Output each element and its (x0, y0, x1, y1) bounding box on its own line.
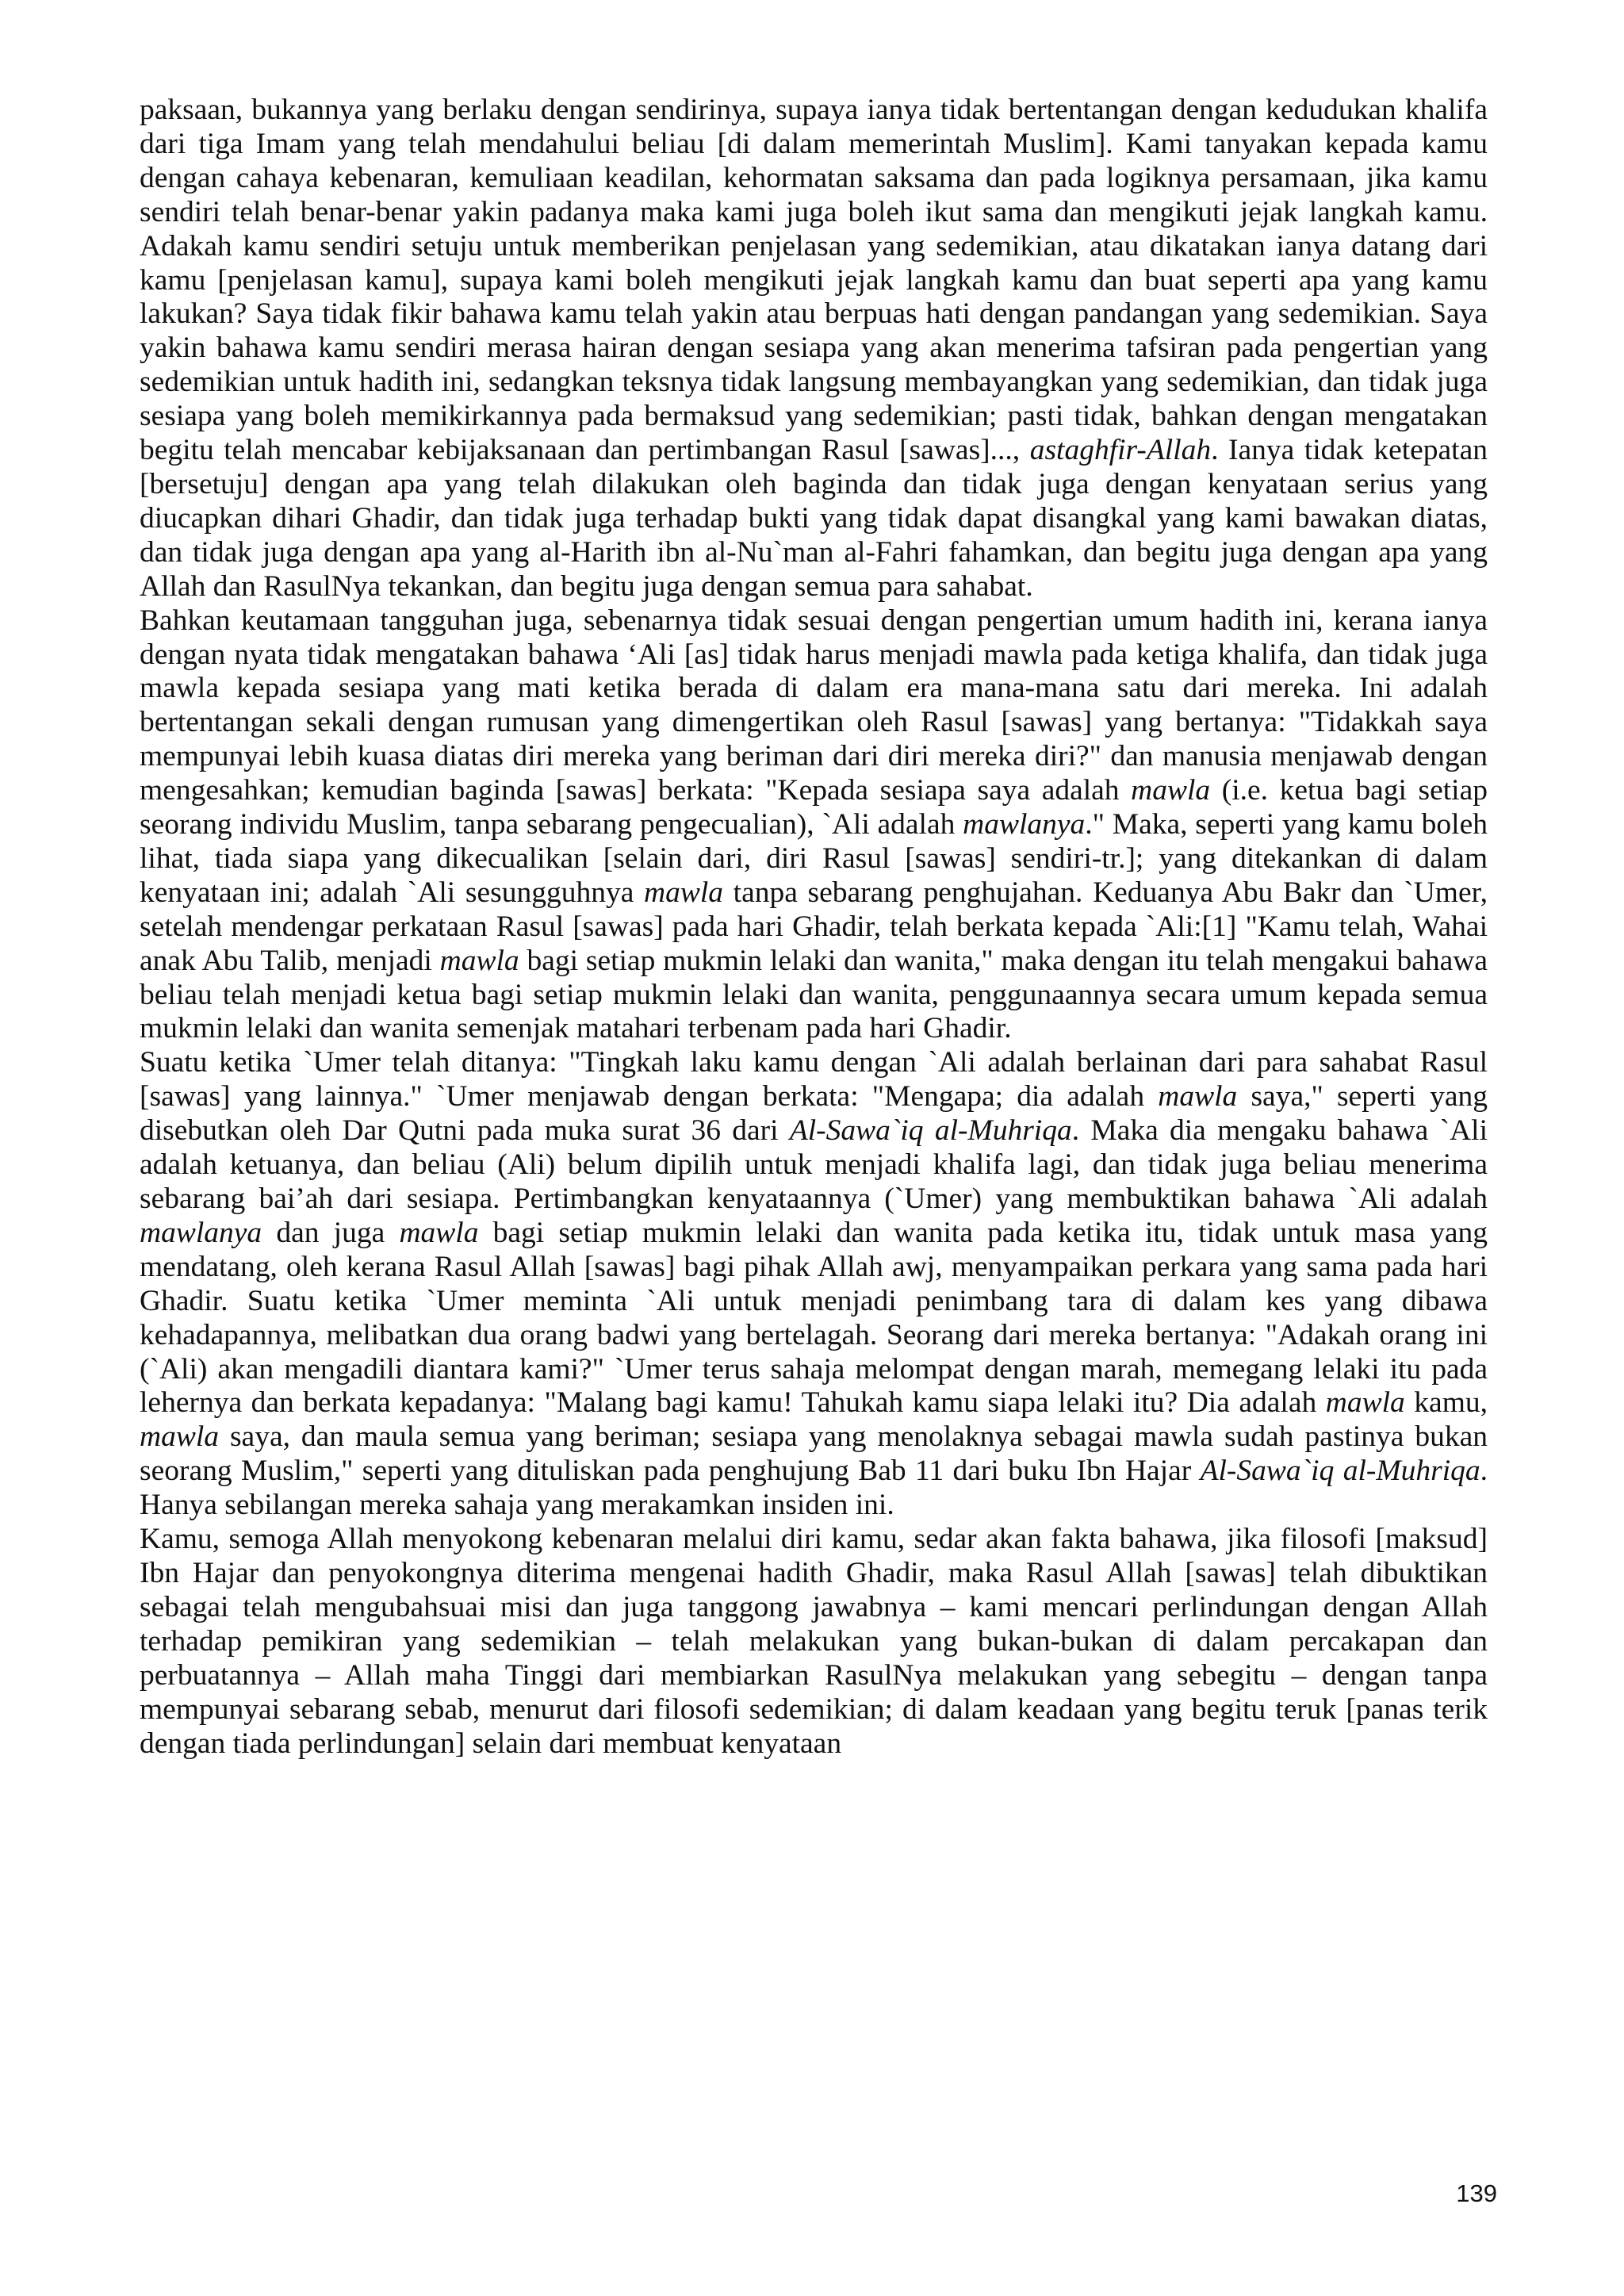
italic-phrase: mawla (1325, 1386, 1405, 1420)
paragraph-1: paksaan, bukannya yang berlaku dengan sendirinya, supaya ianya tidak bertentangan dengan kedudukan khalifa dari tiga Imam yang telah mendahului beliau [di dalam memerintah Muslim]. Kami tanyakan kepada kamu dengan cahaya kebenaran, kemuliaan keadilan, kehormatan saksama dan pada logiknya persamaan, jika kamu sendiri telah benar-benar yakin padanya maka kami juga boleh ikut sama dan mengikuti jejak langkah kamu. Adakah kamu sendiri setuju untuk memberikan penjelasan yang sedemikian, atau dikatakan ianya datang dari kamu [penjelasan kamu], supaya kami boleh mengikuti jejak langkah kamu dan buat seperti apa yang kamu lakukan? Saya tidak fikir bahawa kamu telah yakin atau berpuas hati dengan pandangan yang sedemikian. Saya yakin bahawa kamu sendiri merasa hairan dengan sesiapa yang akan menerima tafsiran pada pengertian yang sedemikian untuk hadith ini, sedangkan teksnya tidak langsung membayangkan yang sedemikian, dan tidak juga sesiapa yang boleh memikirkannya pada bermaksud yang sedemikian; pasti tidak, bahkan dengan mengatakan begitu telah mencabar kebijaksanaan dan pertimbangan Rasul [sawas]..., astaghfir-Allah. Ianya tidak ketepatan [bersetuju] dengan apa yang telah dilakukan oleh baginda dan tidak juga dengan kenyataan serius yang diucapkan dihari Ghadir, dan tidak juga terhadap bukti yang tidak dapat disangkal yang kami bawakan diatas, dan tidak juga dengan apa yang al-Harith ibn al-Nu`man al-Fahri fahamkan, dan begitu juga dengan apa yang Allah dan RasulNya tekankan, dan begitu juga dengan semua para sahabat. (140, 94, 1488, 603)
italic-phrase: Al-Sawa`iq al-Muhriqa (789, 1114, 1072, 1148)
italic-phrase: mawlanya (140, 1216, 262, 1249)
italic-phrase: mawla (1131, 774, 1211, 807)
italic-phrase: mawla (140, 1420, 220, 1454)
italic-phrase: Al-Sawa`iq al-Muhriqa (1200, 1455, 1480, 1488)
paragraph-4: Kamu, semoga Allah menyokong kebenaran melalui diri kamu, sedar akan fakta bahawa, jika filosofi [maksud] Ibn Hajar dan penyokongnya diterima mengenai hadith Ghadir, maka Rasul Allah [sawas] telah dibuktikan sebagai telah mengubahsuai misi dan juga tanggong jawabnya – kami mencari perlindungan dengan Allah terhadap pemikiran yang sedemikian – telah melakukan yang bukan-bukan di dalam percakapan dan perbuatannya – Allah maha Tinggi dari membiarkan RasulNya melakukan yang sebegitu – dengan tanpa mempunyai sebarang sebab, menurut dari filosofi sedemikian; di dalam keadaan yang begitu teruk [panas terik dengan tiada perlindungan] selain dari membuat kenyataan (140, 1523, 1488, 1760)
italic-phrase: mawla (439, 944, 519, 977)
paragraph-2: Bahkan keutamaan tangguhan juga, sebenarnya tidak sesuai dengan pengertian umum hadith ini, kerana ianya dengan nyata tidak mengatakan bahawa ‘Ali [as] tidak harus menjadi mawla pada ketiga khalifa, dan tidak juga mawla kepada sesiapa yang mati ketika berada di dalam era mana-mana satu dari mereka. Ini adalah bertentangan sekali dengan rumusan yang dimengertikan oleh Rasul [sawas] yang bertanya: "Tidakkah saya mempunyai lebih kuasa diatas diri mereka yang beriman dari diri mereka diri?" dan manusia menjawab dengan mengesahkan; kemudian baginda [sawas] berkata: "Kepada sesiapa saya adalah mawla (i.e. ketua bagi setiap seorang individu Muslim, tanpa sebarang pengecualian), `Ali adalah mawlanya." Maka, seperti yang kamu boleh lihat, tiada siapa yang dikecualikan [selain dari, diri Rasul [sawas] sendiri-tr.]; yang ditekankan di dalam kenyataan ini; adalah `Ali sesungguhnya mawla tanpa sebarang penghujahan. Keduanya Abu Bakr dan `Umer, setelah mendengar perkataan Rasul [sawas] pada hari Ghadir, telah berkata kepada `Ali:[1] "Kamu telah, Wahai anak Abu Talib, menjadi mawla bagi setiap mukmin lelaki dan wanita," maka dengan itu telah mengakui bahawa beliau telah menjadi ketua bagi setiap mukmin lelaki dan wanita, penggunaannya secara umum kepada semua mukmin lelaki dan wanita semenjak matahari terbenam pada hari Ghadir. (140, 604, 1488, 1045)
body-text (140, 94, 1488, 1761)
italic-phrase: mawla (644, 876, 724, 909)
italic-phrase: mawlanya (963, 808, 1086, 841)
italic-phrase: mawla (399, 1216, 479, 1249)
italic-phrase: astaghfir-Allah (1029, 434, 1212, 467)
paragraph-3: Suatu ketika `Umer telah ditanya: "Tingkah laku kamu dengan `Ali adalah berlainan dari para sahabat Rasul [sawas] yang lainnya." `Umer menjawab dengan berkata: "Mengapa; dia adalah mawla saya," seperti yang disebutkan oleh Dar Qutni pada muka surat 36 dari Al-Sawa`iq al-Muhriqa. Maka dia mengaku bahawa `Ali adalah ketuanya, dan beliau (Ali) belum dipilih untuk menjadi khalifa lagi, dan tidak juga beliau menerima sebarang bai’ah dari sesiapa. Pertimbangkan kenyataannya (`Umer) yang membuktikan bahawa `Ali adalah mawlanya dan juga mawla bagi setiap mukmin lelaki dan wanita pada ketika itu, tidak untuk masa yang mendatang, oleh kerana Rasul Allah [sawas] bagi pihak Allah awj, menyampaikan perkara yang sama pada hari Ghadir. Suatu ketika `Umer meminta `Ali untuk menjadi penimbang tara di dalam kes yang dibawa kehadapannya, melibatkan dua orang badwi yang bertelagah. Seorang dari mereka bertanya: "Adakah orang ini (`Ali) akan mengadili diantara kami?" `Umer terus sahaja melompat dengan marah, memegang lelaki itu pada lehernya dan berkata kepadanya: "Malang bagi kamu! Tahukah kamu siapa lelaki itu? Dia adalah mawla kamu, mawla saya, dan maula semua yang beriman; sesiapa yang menolaknya sebagai mawla sudah pastinya bukan seorang Muslim," seperti yang dituliskan pada penghujung Bab 11 dari buku Ibn Hajar Al-Sawa`iq al-Muhriqa. Hanya sebilangan mereka sahaja yang merakamkan insiden ini. (140, 1046, 1488, 1522)
italic-phrase: mawla (1158, 1080, 1238, 1114)
page-number: 139 (1456, 2179, 1497, 2207)
